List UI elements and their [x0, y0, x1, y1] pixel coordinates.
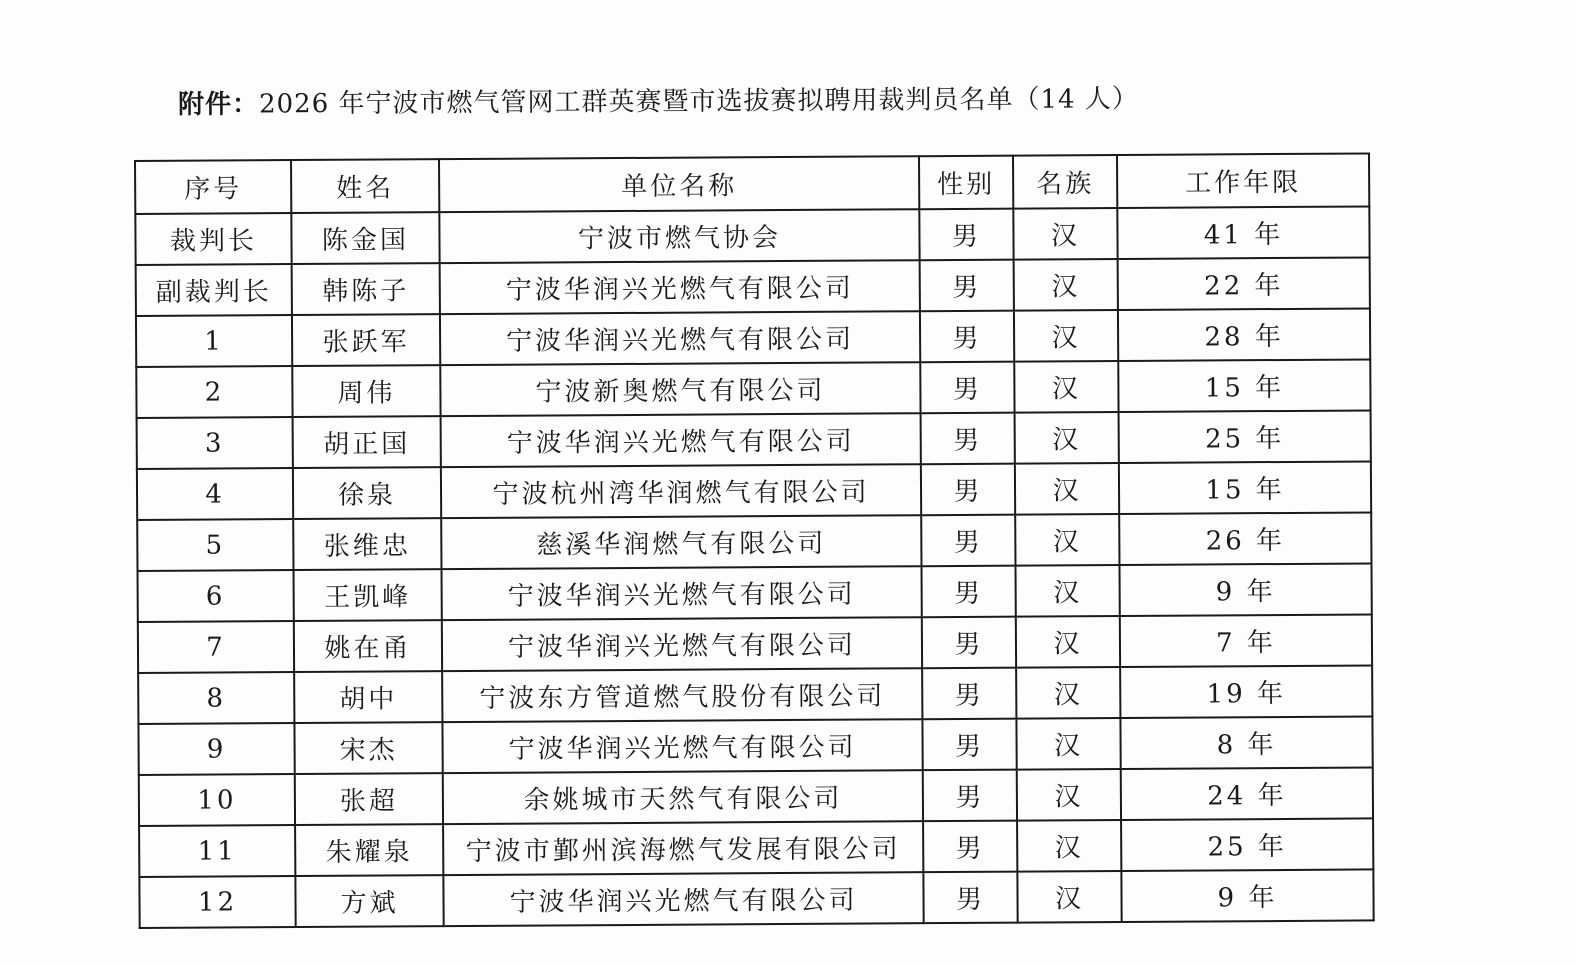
cell-number: 12	[139, 876, 295, 928]
cell-gender: 男	[920, 311, 1014, 363]
cell-name: 陈金国	[291, 212, 439, 264]
cell-ethnicity: 汉	[1015, 565, 1119, 617]
title-label: 附件：	[177, 89, 260, 120]
cell-name: 姚在甬	[294, 620, 442, 672]
cell-ethnicity: 汉	[1016, 718, 1120, 770]
cell-work-years: 8 年	[1120, 716, 1372, 769]
cell-number: 2	[136, 366, 292, 418]
cell-gender: 男	[921, 413, 1015, 465]
table-body	[135, 206, 1373, 928]
table-row	[138, 614, 1372, 673]
cell-number: 副裁判长	[136, 264, 292, 316]
table-row	[138, 665, 1372, 724]
table-row	[137, 461, 1371, 520]
cell-gender: 男	[920, 362, 1014, 414]
cell-unit: 宁波华润兴光燃气有限公司	[442, 617, 922, 671]
cell-ethnicity: 汉	[1013, 208, 1117, 260]
cell-ethnicity: 汉	[1014, 310, 1118, 362]
cell-gender: 男	[921, 515, 1015, 567]
title-text: 2026 年宁波市燃气管网工群英赛暨市选拔赛拟聘用裁判员名单（14 人）	[258, 84, 1139, 120]
cell-number: 11	[139, 825, 295, 877]
table-row	[138, 716, 1372, 775]
cell-ethnicity: 汉	[1015, 412, 1119, 464]
cell-name: 徐泉	[293, 467, 441, 519]
header-work-years: 工作年限	[1117, 153, 1369, 208]
cell-gender: 男	[922, 719, 1016, 771]
cell-ethnicity: 汉	[1016, 667, 1120, 719]
cell-gender: 男	[922, 668, 1016, 720]
cell-unit: 宁波杭州湾华润燃气有限公司	[441, 464, 921, 518]
cell-unit: 宁波新奥燃气有限公司	[440, 362, 920, 416]
table-row	[138, 563, 1372, 622]
cell-name: 朱耀泉	[295, 824, 443, 876]
cell-number: 7	[138, 621, 294, 673]
cell-gender: 男	[921, 566, 1015, 618]
cell-number: 4	[137, 468, 293, 520]
cell-ethnicity: 汉	[1014, 259, 1118, 311]
referee-table-container	[134, 152, 1373, 929]
cell-name: 王凯峰	[294, 569, 442, 621]
cell-work-years: 7 年	[1120, 614, 1372, 667]
cell-ethnicity: 汉	[1015, 514, 1119, 566]
cell-number: 9	[138, 723, 294, 775]
table-row	[137, 512, 1371, 571]
cell-number: 3	[137, 417, 293, 469]
cell-name: 胡正国	[293, 416, 441, 468]
cell-name: 韩陈子	[292, 263, 440, 315]
header-gender: 性别	[919, 156, 1013, 210]
cell-name: 周伟	[292, 365, 440, 417]
table-row	[136, 308, 1370, 367]
cell-unit: 宁波华润兴光燃气有限公司	[440, 311, 920, 365]
cell-work-years: 24 年	[1121, 767, 1373, 820]
cell-number: 5	[137, 519, 293, 571]
cell-work-years: 22 年	[1118, 257, 1370, 310]
referee-table	[134, 152, 1375, 929]
cell-unit: 宁波华润兴光燃气有限公司	[442, 566, 922, 620]
cell-gender: 男	[923, 821, 1017, 873]
cell-work-years: 25 年	[1119, 410, 1371, 463]
cell-gender: 男	[922, 617, 1016, 669]
cell-work-years: 15 年	[1118, 359, 1370, 412]
table-row	[136, 359, 1370, 418]
cell-work-years: 19 年	[1120, 665, 1372, 718]
cell-work-years: 28 年	[1118, 308, 1370, 361]
cell-unit: 宁波市燃气协会	[439, 209, 919, 263]
cell-work-years: 9 年	[1119, 563, 1371, 616]
cell-work-years: 15 年	[1119, 461, 1371, 514]
cell-ethnicity: 汉	[1017, 820, 1121, 872]
cell-work-years: 26 年	[1119, 512, 1371, 565]
cell-unit: 宁波华润兴光燃气有限公司	[443, 872, 923, 926]
cell-unit: 宁波东方管道燃气股份有限公司	[442, 668, 922, 722]
table-row	[136, 257, 1370, 316]
table-row	[139, 767, 1373, 826]
cell-number: 10	[139, 774, 295, 826]
cell-number: 1	[136, 315, 292, 367]
cell-unit: 宁波华润兴光燃气有限公司	[440, 260, 920, 314]
cell-number: 6	[138, 570, 294, 622]
cell-name: 张超	[295, 773, 443, 825]
cell-unit: 慈溪华润燃气有限公司	[441, 515, 921, 569]
table-row	[137, 410, 1371, 469]
cell-unit: 宁波市鄞州滨海燃气发展有限公司	[443, 821, 923, 875]
cell-ethnicity: 汉	[1017, 769, 1121, 821]
cell-gender: 男	[923, 770, 1017, 822]
cell-name: 胡中	[294, 671, 442, 723]
cell-gender: 男	[919, 209, 1013, 261]
cell-work-years: 25 年	[1121, 818, 1373, 871]
cell-ethnicity: 汉	[1015, 463, 1119, 515]
cell-name: 张维忠	[293, 518, 441, 570]
cell-name: 宋杰	[294, 722, 442, 774]
table-row	[139, 869, 1373, 928]
table-row	[135, 206, 1369, 265]
header-name: 姓名	[291, 159, 439, 213]
header-ethnicity: 名族	[1013, 155, 1117, 209]
cell-work-years: 41 年	[1117, 206, 1369, 259]
cell-number: 裁判长	[135, 213, 291, 265]
table-row	[139, 818, 1373, 877]
cell-unit: 余姚城市天然气有限公司	[443, 770, 923, 824]
table-header-row	[135, 153, 1369, 214]
cell-ethnicity: 汉	[1017, 871, 1121, 923]
cell-ethnicity: 汉	[1014, 361, 1118, 413]
cell-ethnicity: 汉	[1016, 616, 1120, 668]
cell-work-years: 9 年	[1121, 869, 1373, 922]
cell-name: 方斌	[295, 875, 443, 927]
cell-gender: 男	[921, 464, 1015, 516]
header-number: 序号	[135, 160, 291, 214]
document-title	[178, 78, 1139, 121]
cell-number: 8	[138, 672, 294, 724]
cell-unit: 宁波华润兴光燃气有限公司	[441, 413, 921, 467]
cell-unit: 宁波华润兴光燃气有限公司	[442, 719, 922, 773]
cell-name: 张跃军	[292, 314, 440, 366]
cell-gender: 男	[923, 872, 1017, 924]
header-unit: 单位名称	[439, 156, 919, 212]
cell-gender: 男	[920, 260, 1014, 312]
